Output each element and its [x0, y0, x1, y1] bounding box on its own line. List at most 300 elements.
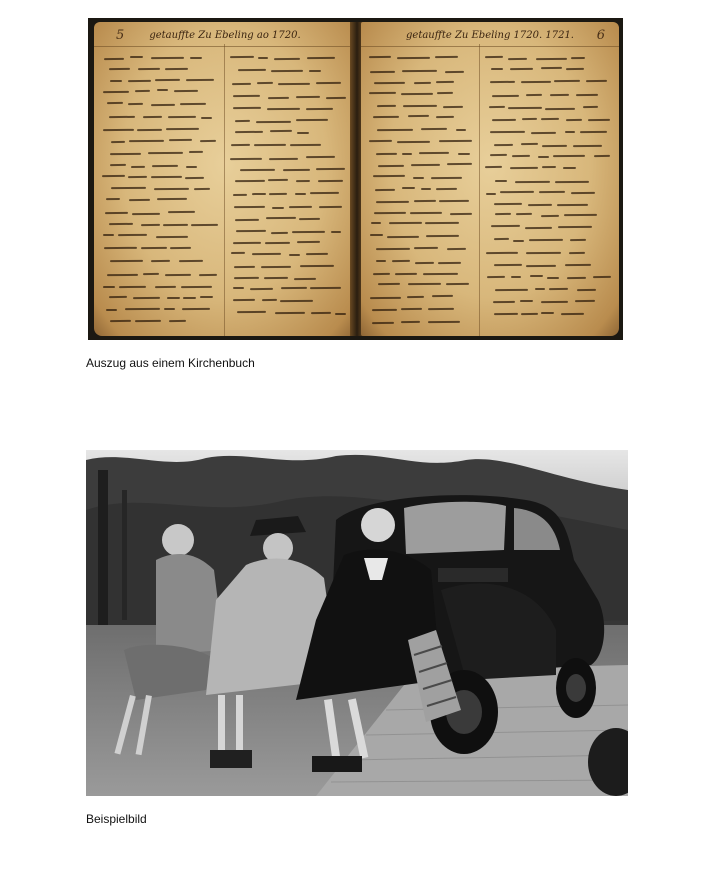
handwriting-stroke [495, 213, 511, 215]
handwriting-stroke [586, 80, 607, 82]
handwriting-stroke [141, 246, 167, 248]
handwriting-stroke [233, 287, 244, 289]
handwriting-stroke [274, 58, 300, 60]
handwriting-stroke [151, 104, 175, 106]
handwriting-stroke [281, 287, 307, 289]
handwriting-stroke [271, 70, 303, 72]
handwriting-stroke [566, 68, 584, 70]
handwriting-stroke [154, 188, 189, 190]
handwriting-stroke [425, 222, 459, 224]
handwriting-stroke [270, 130, 292, 132]
handwriting-stroke [375, 248, 409, 250]
handwriting-stroke [446, 283, 469, 285]
handwriting-stroke [508, 58, 527, 60]
handwriting-stroke [436, 188, 457, 190]
handwriting-stroke [151, 260, 170, 262]
handwriting-stroke [437, 92, 453, 94]
handwriting-stroke [233, 107, 261, 109]
handwriting-stroke [369, 56, 391, 58]
handwriting-stroke [516, 213, 532, 215]
handwriting-stroke [110, 164, 126, 166]
handwriting-stroke [102, 175, 125, 177]
handwriting-stroke [541, 118, 559, 120]
handwriting-stroke [377, 129, 413, 131]
handwriting-stroke [571, 192, 595, 194]
handwriting-stroke [118, 234, 147, 236]
header-rule [94, 46, 356, 47]
handwriting-stroke [103, 129, 134, 131]
handwriting-stroke [541, 215, 559, 217]
handwriting-stroke [189, 151, 203, 153]
handwriting-stroke [169, 139, 192, 141]
handwriting-stroke [432, 295, 453, 297]
handwriting-stroke [371, 322, 393, 324]
handwriting-stroke [378, 165, 404, 167]
handwriting-stroke [125, 308, 160, 310]
handwriting-stroke [494, 264, 522, 266]
handwriting-stroke [515, 181, 550, 183]
handwriting-stroke [439, 200, 469, 202]
handwriting-stroke [111, 187, 146, 189]
handwriting-stroke [186, 79, 214, 81]
handwriting-stroke [306, 108, 333, 110]
page-number-right: 6 [596, 28, 605, 43]
handwriting-stroke [238, 69, 266, 71]
handwriting-stroke [494, 143, 513, 145]
handwriting-stroke [443, 105, 463, 107]
handwriting-stroke [129, 199, 150, 201]
handwriting-stroke [392, 260, 410, 262]
handwriting-stroke [289, 206, 312, 208]
handwriting-stroke [431, 176, 462, 178]
handwriting-stroke [445, 71, 464, 73]
handwriting-stroke [306, 156, 335, 158]
handwriting-stroke [395, 273, 417, 275]
handwriting-stroke [414, 247, 438, 249]
handwriting-stroke [414, 200, 436, 202]
handwriting-stroke [549, 288, 568, 290]
handwriting-stroke [456, 129, 466, 131]
column-rule [479, 44, 480, 336]
handwriting-stroke [335, 313, 346, 315]
handwriting-stroke [167, 297, 180, 299]
handwriting-stroke [378, 283, 400, 285]
handwriting-stroke [137, 129, 162, 131]
handwriting-stroke [547, 277, 560, 279]
handwriting-stroke [319, 205, 342, 207]
handwriting-stroke [436, 116, 454, 118]
handwriting-stroke [231, 144, 250, 146]
handwriting-stroke [261, 265, 291, 267]
handwriting-stroke [163, 223, 188, 225]
handwriting-stroke [512, 155, 530, 157]
handwriting-stroke [553, 155, 585, 157]
page-number-left: 5 [116, 28, 125, 43]
handwriting-stroke [373, 273, 390, 275]
handwriting-stroke [230, 158, 262, 160]
handwriting-stroke [256, 120, 291, 122]
handwriting-stroke [180, 103, 206, 105]
handwriting-stroke [397, 140, 430, 142]
handwriting-stroke [191, 224, 218, 226]
handwriting-stroke [275, 312, 305, 314]
handwriting-stroke [307, 57, 335, 59]
handwriting-stroke [521, 313, 538, 315]
handwriting-stroke [415, 261, 434, 263]
handwriting-stroke [575, 300, 595, 302]
handwriting-stroke [155, 79, 180, 81]
handwriting-stroke [165, 68, 188, 70]
handwriting-stroke [234, 266, 255, 268]
handwriting-stroke [269, 158, 298, 160]
handwriting-stroke [135, 90, 150, 92]
handwriting-stroke [200, 140, 216, 142]
handwriting-stroke [373, 175, 405, 177]
handwriting-stroke [408, 283, 441, 285]
handwriting-stroke [374, 82, 405, 84]
handwriting-stroke [111, 141, 125, 143]
handwriting-stroke [401, 321, 420, 323]
handwriting-stroke [374, 212, 406, 214]
handwriting-stroke [231, 252, 245, 254]
handwriting-stroke [289, 254, 300, 256]
handwriting-stroke [128, 176, 147, 178]
handwriting-stroke [310, 287, 341, 289]
handwriting-stroke [283, 168, 310, 170]
handwriting-stroke [557, 203, 588, 205]
handwriting-stroke [542, 144, 567, 146]
handwriting-stroke [370, 71, 395, 73]
handwriting-stroke [411, 164, 440, 166]
handwriting-stroke [234, 206, 265, 208]
handwriting-stroke [565, 264, 591, 266]
handwriting-stroke [181, 285, 212, 287]
handwriting-stroke [428, 308, 454, 310]
handwriting-stroke [306, 253, 328, 255]
handwriting-stroke [240, 169, 275, 171]
handwriting-stroke [233, 299, 255, 301]
handwriting-stroke [235, 120, 250, 122]
handwriting-stroke [376, 260, 386, 262]
handwriting-stroke [200, 296, 213, 298]
handwriting-stroke [109, 116, 135, 118]
handwriting-stroke [143, 116, 162, 118]
handwriting-stroke [529, 239, 563, 241]
handwriting-stroke [535, 288, 545, 290]
handwriting-stroke [250, 288, 273, 290]
handwriting-stroke [407, 296, 424, 298]
handwriting-stroke [230, 56, 254, 58]
handwriting-stroke [387, 236, 419, 238]
handwriting-stroke [236, 230, 266, 232]
handwriting-stroke [299, 218, 320, 220]
handwriting-stroke [233, 194, 247, 196]
handwriting-stroke [297, 241, 320, 243]
handwriting-stroke [541, 312, 554, 314]
handwriting-stroke [316, 168, 345, 170]
handwriting-stroke [567, 277, 586, 279]
handwriting-stroke [199, 274, 217, 276]
handwriting-stroke [106, 309, 117, 311]
handwriting-stroke [265, 242, 290, 244]
handwriting-stroke [110, 320, 131, 322]
handwriting-stroke [450, 213, 472, 215]
handwriting-stroke [500, 191, 534, 193]
handwriting-stroke [369, 92, 396, 94]
handwriting-stroke [235, 180, 265, 182]
handwriting-stroke [485, 166, 502, 168]
handwriting-stroke [542, 166, 556, 168]
figure-caption-1: Auszug aus einem Kirchenbuch [86, 356, 255, 370]
handwriting-stroke [233, 242, 261, 244]
handwriting-stroke [297, 132, 309, 134]
handwriting-stroke [166, 128, 199, 130]
handwriting-stroke [262, 299, 277, 301]
handwriting-stroke [508, 107, 542, 109]
handwriting-stroke [458, 153, 470, 155]
handwriting-stroke [132, 213, 160, 215]
handwriting-stroke [141, 224, 160, 226]
handwriting-stroke [490, 81, 515, 83]
handwriting-stroke [426, 235, 459, 237]
handwriting-stroke [561, 313, 584, 315]
handwriting-stroke [168, 211, 195, 213]
handwriting-stroke [435, 56, 458, 58]
handwriting-stroke [252, 253, 281, 255]
handwriting-stroke [436, 81, 454, 83]
handwriting-stroke [233, 95, 260, 97]
handwriting-stroke [148, 152, 183, 154]
handwriting-stroke [186, 166, 197, 168]
handwriting-stroke [235, 131, 263, 133]
handwriting-stroke [594, 155, 610, 157]
handwriting-stroke [107, 102, 123, 104]
handwriting-stroke [107, 273, 138, 275]
handwriting-stroke [128, 103, 143, 105]
handwriting-stroke [402, 70, 437, 72]
handwriting-stroke [495, 289, 528, 291]
handwriting-stroke [109, 68, 130, 70]
handwriting-stroke [103, 90, 129, 92]
handwriting-stroke [296, 119, 328, 121]
handwriting-stroke [318, 180, 343, 182]
handwriting-stroke [119, 286, 146, 288]
register-left-page [94, 22, 356, 336]
handwriting-stroke [168, 116, 196, 118]
handwriting-stroke [326, 97, 346, 99]
handwriting-stroke [510, 167, 538, 169]
figure-caption-2: Beispielbild [86, 812, 147, 826]
handwriting-stroke [421, 188, 431, 190]
handwriting-stroke [414, 82, 431, 84]
handwriting-stroke [545, 108, 575, 110]
handwriting-stroke [428, 321, 460, 323]
handwriting-stroke [258, 57, 269, 59]
handwriting-stroke [563, 167, 576, 169]
handwriting-stroke [588, 119, 610, 121]
handwriting-stroke [133, 297, 160, 299]
handwriting-stroke [554, 80, 580, 82]
handwriting-stroke [137, 68, 159, 70]
handwriting-stroke [495, 180, 507, 182]
handwriting-stroke [526, 265, 556, 267]
handwriting-stroke [536, 58, 567, 60]
handwriting-stroke [397, 56, 430, 58]
handwriting-stroke [183, 297, 196, 299]
handwriting-stroke [311, 311, 331, 313]
handwriting-stroke [447, 163, 472, 165]
handwriting-stroke [151, 56, 184, 58]
handwriting-stroke [402, 153, 413, 155]
handwriting-stroke [169, 320, 186, 322]
handwriting-stroke [538, 156, 549, 158]
handwriting-stroke [134, 319, 160, 321]
handwriting-stroke [409, 212, 441, 214]
handwriting-stroke [268, 97, 289, 99]
photo-illustration [86, 450, 628, 796]
handwriting-stroke [151, 176, 182, 178]
handwriting-stroke [194, 188, 210, 190]
handwriting-stroke [185, 177, 204, 179]
handwriting-stroke [494, 203, 522, 205]
handwriting-stroke [521, 81, 551, 83]
handwriting-stroke [408, 115, 429, 117]
handwriting-stroke [577, 289, 596, 291]
handwriting-stroke [190, 57, 202, 59]
handwriting-stroke [402, 187, 415, 189]
handwriting-stroke [569, 252, 585, 254]
handwriting-stroke [105, 211, 128, 213]
handwriting-stroke [155, 286, 176, 288]
handwriting-stroke [156, 236, 188, 238]
handwriting-stroke [376, 153, 397, 155]
handwriting-stroke [573, 144, 602, 146]
handwriting-stroke [174, 90, 198, 92]
handwriting-stroke [522, 118, 537, 120]
handwriting-stroke [583, 106, 598, 108]
handwriting-stroke [165, 274, 191, 276]
handwriting-stroke [300, 265, 334, 267]
handwriting-stroke [271, 232, 288, 234]
handwriting-stroke [576, 94, 598, 96]
handwriting-stroke [296, 95, 320, 97]
handwriting-stroke [571, 57, 585, 59]
handwriting-stroke [541, 301, 568, 303]
handwriting-stroke [370, 234, 383, 236]
handwriting-stroke [528, 203, 552, 205]
handwriting-stroke [558, 226, 592, 228]
handwriting-stroke [401, 308, 422, 310]
handwriting-stroke [372, 309, 397, 311]
header-rule [361, 46, 619, 47]
handwriting-stroke [268, 179, 288, 181]
handwriting-stroke [369, 140, 392, 142]
handwriting-stroke [272, 206, 284, 208]
handwriting-stroke [257, 82, 273, 84]
handwriting-stroke [331, 231, 341, 233]
handwriting-stroke [296, 180, 310, 182]
handwriting-stroke [295, 193, 306, 195]
handwriting-stroke [389, 222, 422, 224]
handwriting-stroke [373, 116, 399, 118]
handwriting-stroke [566, 119, 582, 121]
handwriting-stroke [131, 166, 145, 168]
handwriting-stroke [235, 219, 259, 221]
handwriting-stroke [292, 231, 325, 233]
church-register-image [88, 18, 623, 340]
handwriting-stroke [419, 152, 449, 154]
handwriting-stroke [128, 80, 151, 82]
page-header-right: getauffte Zu Ebeling 1720. 1721. [406, 30, 574, 41]
handwriting-stroke [493, 301, 515, 303]
handwriting-stroke [447, 248, 466, 250]
handwriting-stroke [565, 131, 575, 133]
handwriting-stroke [110, 80, 122, 82]
handwriting-stroke [109, 296, 127, 298]
handwriting-stroke [201, 117, 212, 119]
handwriting-stroke [294, 278, 316, 280]
handwriting-stroke [564, 214, 597, 216]
handwriting-stroke [109, 223, 133, 225]
handwriting-stroke [143, 273, 159, 275]
handwriting-stroke [234, 276, 259, 278]
handwriting-stroke [439, 140, 472, 142]
handwriting-stroke [157, 198, 187, 200]
handwriting-stroke [371, 222, 381, 224]
handwriting-stroke [182, 308, 210, 310]
handwriting-stroke [486, 251, 518, 253]
handwriting-stroke [438, 261, 461, 263]
handwriting-stroke [370, 297, 401, 299]
handwriting-stroke [485, 56, 503, 58]
page-header-left: getauffte Zu Ebeling ao 1720. [149, 30, 301, 41]
handwriting-stroke [525, 226, 552, 228]
handwriting-stroke [377, 105, 396, 107]
handwriting-stroke [570, 238, 586, 240]
handwriting-stroke [110, 260, 143, 262]
handwriting-stroke [170, 246, 191, 248]
handwriting-stroke [232, 83, 251, 85]
handwriting-stroke [526, 252, 561, 254]
handwriting-stroke [423, 272, 458, 274]
handwriting-stroke [237, 311, 266, 313]
handwriting-stroke [157, 89, 168, 91]
handwriting-stroke [487, 276, 505, 278]
handwriting-stroke [106, 198, 120, 200]
handwriting-stroke [310, 192, 339, 194]
handwriting-stroke [401, 93, 433, 95]
handwriting-stroke [579, 130, 606, 132]
handwriting-stroke [278, 83, 310, 85]
handwriting-stroke [491, 225, 520, 227]
handwriting-stroke [104, 247, 137, 249]
handwriting-stroke [550, 94, 569, 96]
handwriting-stroke [494, 238, 509, 240]
handwriting-stroke [541, 67, 562, 69]
handwriting-stroke [494, 313, 518, 315]
handwriting-stroke [110, 152, 141, 154]
handwriting-stroke [539, 191, 565, 193]
handwriting-stroke [421, 127, 447, 129]
handwriting-stroke [164, 308, 175, 310]
handwriting-stroke [252, 193, 266, 195]
handwriting-stroke [254, 144, 286, 146]
handwriting-stroke [152, 165, 178, 167]
handwriting-stroke [179, 260, 203, 262]
handwriting-stroke [130, 56, 143, 58]
handwriting-stroke [490, 154, 507, 156]
handwriting-stroke [486, 193, 496, 195]
